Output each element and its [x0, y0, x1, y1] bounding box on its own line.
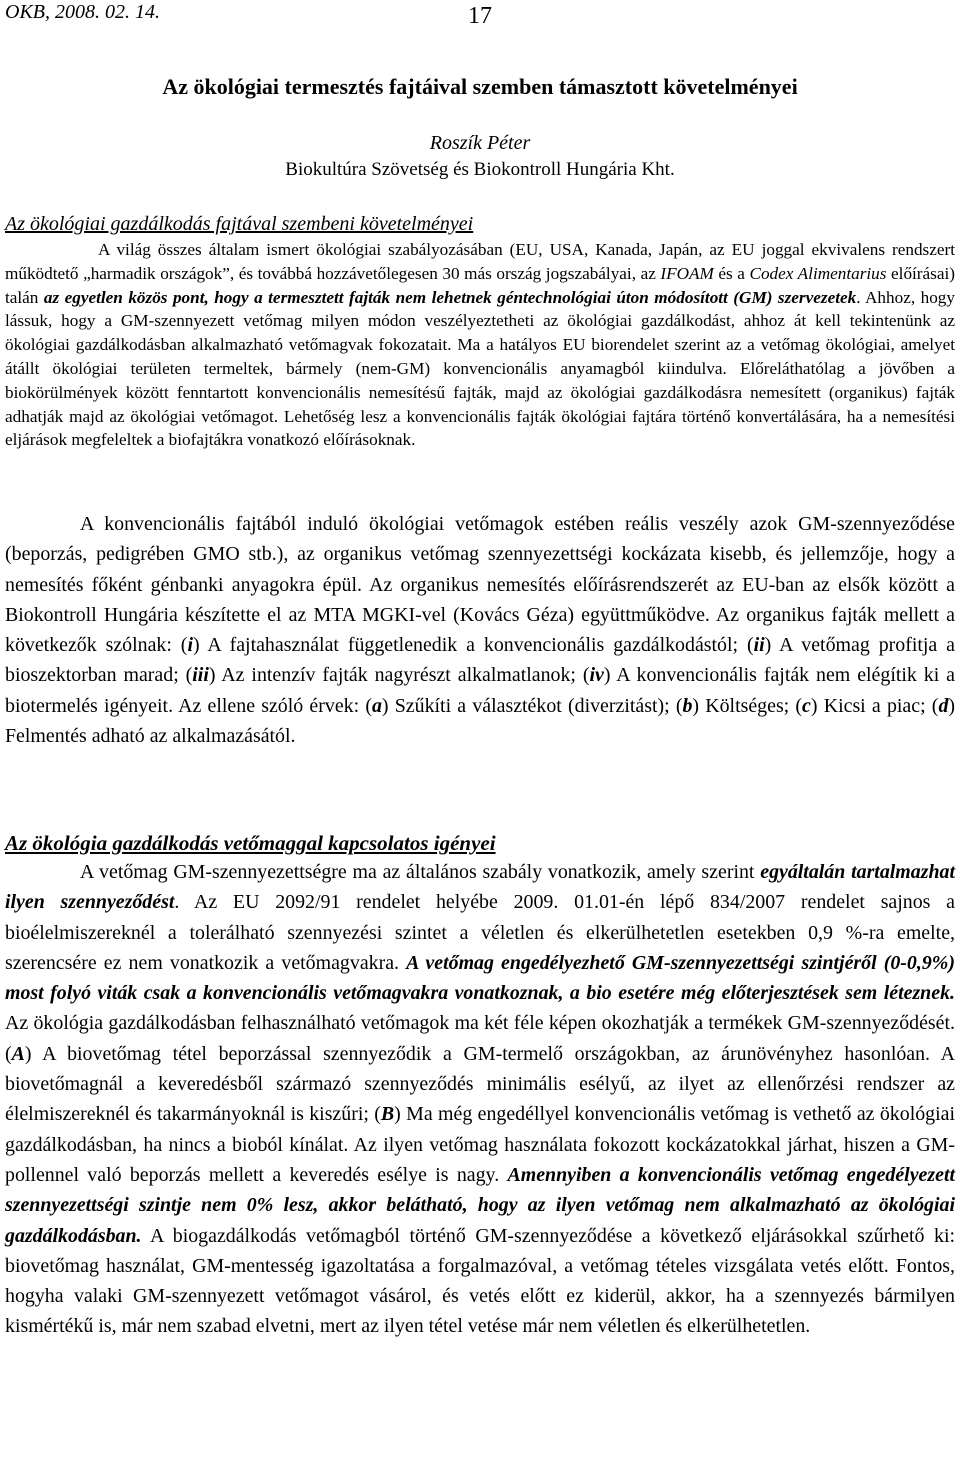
author-organization: Biokultúra Szövetség és Biokontroll Hungária Kht.	[285, 159, 675, 180]
page-number: 17	[468, 3, 492, 29]
p1-codex: Codex Alimentarius	[749, 263, 887, 283]
p2-text-3: ) A vetőmag profitja a bioszektorban marad; (	[5, 634, 955, 687]
p2-mark-iv: iv	[589, 664, 604, 687]
p3-mark-B: B	[380, 1103, 395, 1126]
p3-bold-3: Amennyiben a konvencionális vetőmag engedélyezett szennyezettségi szintje nem 0% lesz, akkor belátható, hogy az ilyen vetőmag nem alkalmazható az ökológiai gazdálkodásban.	[5, 1163, 955, 1247]
paragraph-2	[5, 509, 955, 751]
p2-text-7: ) Költséges; (	[692, 694, 803, 717]
document-title: Az ökológiai termesztés fajtáival szemben támasztott követelményei	[162, 74, 798, 99]
p3-mark-A: A	[11, 1042, 25, 1065]
p2-text-5: ) A konvencionális fajták nem elégítik ki a biotermelés igényeit. Az ellene szóló érvek: (	[5, 664, 955, 717]
section1-heading: Az ökológiai gazdálkodás fajtával szembeni követelményei	[5, 213, 474, 235]
p1-ifoam: IFOAM	[660, 263, 714, 283]
p2-mark-d: d	[938, 694, 949, 717]
p3-bold-1: egyáltalán tartalmazhat ilyen szennyeződést	[5, 861, 955, 914]
p3-text-5: ) Ma még engedéllyel konvencionális vetőmag is vethető az ökológiai gazdálkodásban, ha nincs a bioból kínálat. Az ilyen vetőmag használata fokozott kockázatokkal járhat, hiszen a GM-pollennel való beporzás mellett a keveredés esélye is nagy.	[5, 1103, 955, 1186]
p1-text-3: előírásai) talán	[5, 263, 955, 307]
author-name: Roszík Péter	[429, 132, 531, 154]
header-date: OKB, 2008. 02. 14.	[5, 1, 160, 23]
p1-bold-statement: az egyetlen közös pont, hogy a termesztett fajták nem lehetnek géntechnológiai úton módosított (GM) szervezetek	[43, 287, 857, 307]
p2-text-8: ) Kicsi a piac; (	[810, 694, 939, 717]
p1-text-2: és a	[713, 263, 750, 283]
p2-mark-i: i	[187, 634, 193, 657]
paragraph-1	[5, 238, 955, 452]
p2-text-1: A konvencionális fajtából induló ökológiai vetőmagok estében reális veszély azok GM-szennyeződése (beporzás, pedigrében GMO stb.), az organikus vetőmag szennyezettségi kockázata kisebb, és jellemzője, hogy a nemesítés főként génbanki anyagokra épül. Az organikus nemesítés előírásrendszerét az EU-ban az elsők között a Biokontroll Hungária készítette el az MTA MGKI-vel (Kovács Géza) együttműködve. Az organikus fajták mellett a következők szólnak: (	[5, 513, 955, 657]
p2-text-9: ) Felmentés adható az alkalmazásától.	[5, 694, 956, 748]
p3-text-3: Az ökológia gazdálkodásban felhasználható vetőmagok ma két féle képen okozhatják a termékek GM-szennyeződését. (	[5, 1012, 955, 1065]
section2-heading: Az ökológia gazdálkodás vetőmaggal kapcsolatos igényei	[5, 831, 496, 855]
p1-text-4: . Ahhoz, hogy lássuk, hogy a GM-szennyezett vetőmag milyen módon veszélyeztetheti az ökológiai gazdálkodást, ahhoz át kell tekintenünk az ökológiai gazdálkodásban alkalmazható vetőmagvak fokozatait. Ma a hatályos EU biorendelet szerint az a vetőmag ökológiai, amelyet átállt ökológiai területen termeltek, bármely (nem-GM) konvencionális anyamagból kiindulva. Előreláthatólag a jövőben a biokörülmények között fenntartott konvencionális nemesítésű fajták, majd az ökológiai gazdálkodásra nemesített (organikus) fajták adhatják majd az ökológiai vetőmagot. Lehetőség lesz a konvencionális fajták ökológiai fajtára történő konvertálására, ha a nemesítési eljárások megfeleltek a biofajtákra vonatkozó előírásoknak.	[5, 287, 955, 450]
p2-text-2: ) A fajtahasználat függetlenedik a konvencionális gazdálkodástól; (	[192, 634, 754, 657]
p1-text-1: A világ összes általam ismert ökológiai szabályozásában (EU, USA, Kanada, Japán, az EU joggal ekvivalens rendszert működtető „harmadik országok”, és továbbá hozzávetőlegesen 30 más ország jogszabályai, az	[5, 240, 955, 283]
p2-mark-b: b	[682, 694, 693, 717]
p2-mark-c: c	[802, 694, 811, 717]
p3-text-1: A vetőmag GM-szennyezettségre ma az általános szabály vonatkozik, amely szerint	[80, 861, 761, 883]
p2-mark-a: a	[371, 694, 382, 717]
p3-text-4: ) A biovetőmag tétel beporzással szennyeződik a GM-termelő országokban, az árunövényhez hasonlóan. A biovetőmagnál a keveredésből származó szennyeződés minimális esélyű, az ilyet az ellenőrzési rendszer az élelmiszereknél és takarmányoknál is kiszűri; (	[5, 1042, 955, 1126]
p2-mark-ii: ii	[753, 634, 765, 657]
p2-text-4: ) Az intenzív fajták nagyrészt alkalmatlanok; (	[208, 664, 590, 687]
p3-bold-2: A vetőmag engedélyezhető GM-szennyezettségi szintjéről (0-0,9%) most folyó viták csak a konvencionális vetőmagvakra vonatkoznak, a bio esetére még előterjesztések sem léteznek.	[5, 951, 955, 1005]
p3-text-2: . Az EU 2092/91 rendelet helyébe 2009. 01.01-én lépő 834/2007 rendelet sajnos a bioélelmiszereknél a tolerálható szennyezési szintet a véletlen és elkerülhetetlen esetekben 0,9 %-ra emelte, szerencsére ez nem vonatkozik a vetőmagvakra.	[5, 891, 956, 974]
p2-mark-iii: iii	[192, 664, 209, 687]
p3-text-6: A biogazdálkodás vetőmagból történő GM-szennyeződése a következő eljárásokkal szűrhető ki: biovetőmag használat, GM-mentesség igazoltatása a forgalmazóval, a vetőmag tételes vizsgálata vetés előtt. Fontos, hogyha valaki GM-szennyezett vetőmagot vásárol, és vetés előtt ez kiderül, akkor, ha a szennyezés bármilyen kismértékű is, már nem szabad elvetni, mert az ilyen tétel vetése már nem véletlen és elkerülhetetlen.	[5, 1224, 955, 1338]
paragraph-3	[5, 857, 955, 1342]
p2-text-6: ) Szűkíti a választékot (diverzitást); (	[381, 694, 683, 717]
